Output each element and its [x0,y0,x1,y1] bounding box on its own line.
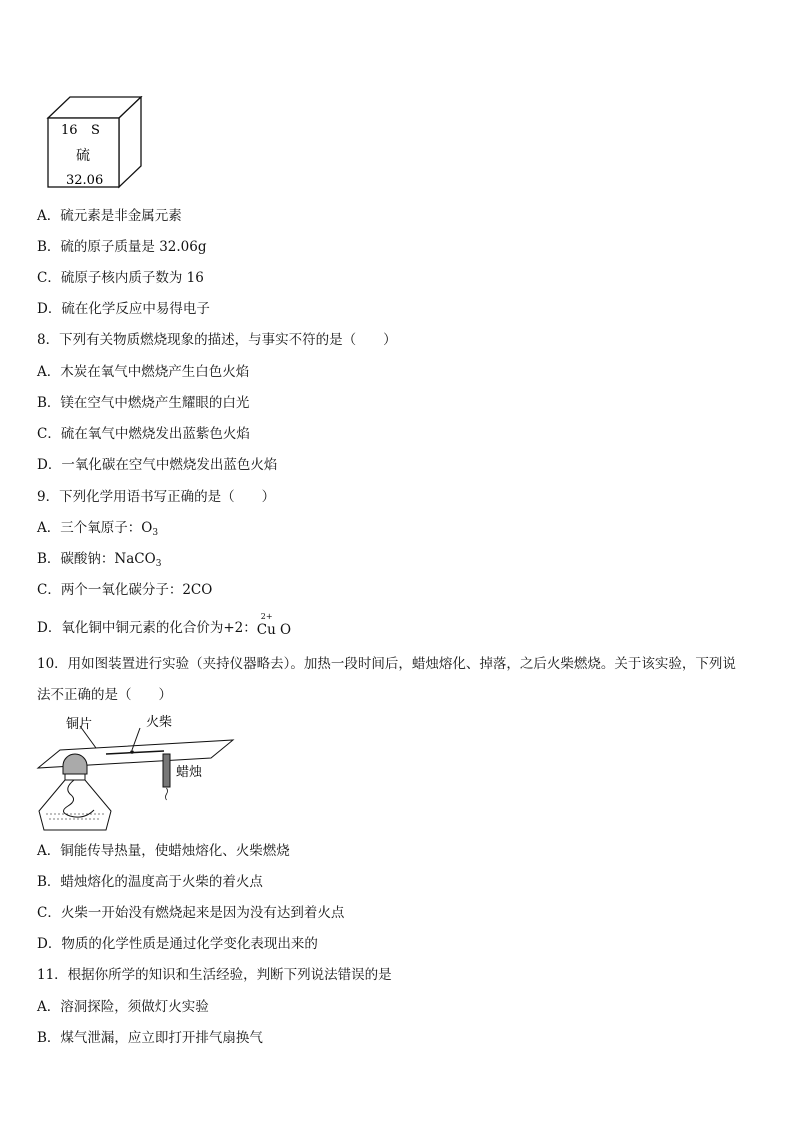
q9-option-b-subscript: 3 [155,559,162,569]
q10-stem-line2: 法不正确的是（ ） [37,687,172,703]
q9-option-d-text: D．氧化铜中铜元素的化合价为+2： [37,620,257,636]
q7-option-c: C．硫原子核内质子数为 16 [37,270,204,286]
lamp-flame-cap [63,754,87,774]
q8-stem: 8．下列有关物质燃烧现象的描述，与事实不符的是（ ） [37,332,397,348]
q7-option-b: B．硫的原子质量是 32.06g [37,239,207,255]
q10-option-c: C．火柴一开始没有燃烧起来是因为没有达到着火点 [37,905,345,921]
valence-charge: 2+ [260,612,273,621]
q9-option-c: C．两个一氧化碳分子：2CO [37,582,213,598]
q9-option-a [37,519,158,542]
label-match: 火柴 [146,715,173,730]
q10-option-b: B．蜡烛熔化的温度高于火柴的着火点 [37,874,263,890]
atomic-number: 16 [61,123,78,138]
q11-option-b: B．煤气泄漏，应立即打开排气扇换气 [37,1030,263,1046]
label-candle: 蜡烛 [176,765,203,780]
atomic-mass: 32.06 [66,173,104,188]
q8-option-b: B．镁在空气中燃烧产生耀眼的白光 [37,395,250,411]
match-leader [132,728,140,750]
q9-option-a-subscript: 3 [152,528,159,538]
element-card [45,96,145,190]
q9-stem: 9．下列化学用语书写正确的是（ ） [37,489,276,505]
q9-option-b-text: B．碳酸钠：NaCO [37,551,156,567]
element-name: 硫 [76,148,90,164]
experiment-figure [36,712,241,834]
q9-option-a-text: A．三个氧原子：O [37,520,153,536]
q10-option-d: D．物质的化学性质是通过化学变化表现出来的 [37,936,318,952]
candle-wick [166,788,168,800]
q8-option-d: D．一氧化碳在空气中燃烧发出蓝色火焰 [37,457,278,473]
q7-option-d: D．硫在化学反应中易得电子 [37,301,210,317]
valence-formula: Cu O [256,622,292,638]
lamp-body [39,780,111,830]
valence-notation [256,612,293,638]
candle-body [163,754,170,787]
label-copper: 铜片 [66,717,93,732]
q10-option-a: A．铜能传导热量，使蜡烛熔化、火柴燃烧 [37,843,290,859]
element-symbol: S [91,123,100,138]
element-card-box [45,96,145,190]
match-head [130,750,134,754]
q8-option-a: A．木炭在氧气中燃烧产生白色火焰 [37,364,250,380]
lamp-collar [65,774,85,780]
q9-option-b [37,550,161,573]
match-stick [106,751,164,754]
experiment-diagram [36,712,241,834]
q9-option-d [37,612,293,638]
q10-stem-line1: 10．用如图装置进行实验（夹持仪器略去）。加热一段时间后，蜡烛熔化、掉落，之后火柴燃烧。关于该实验，下列说 [37,656,736,672]
q8-option-c: C．硫在氧气中燃烧发出蓝紫色火焰 [37,426,250,442]
q11-stem: 11．根据你所学的知识和生活经验，判断下列说法错误的是 [37,967,392,983]
q11-option-a: A．溶洞探险，须做灯火实验 [37,999,209,1015]
q7-option-a: A．硫元素是非金属元素 [37,208,182,224]
